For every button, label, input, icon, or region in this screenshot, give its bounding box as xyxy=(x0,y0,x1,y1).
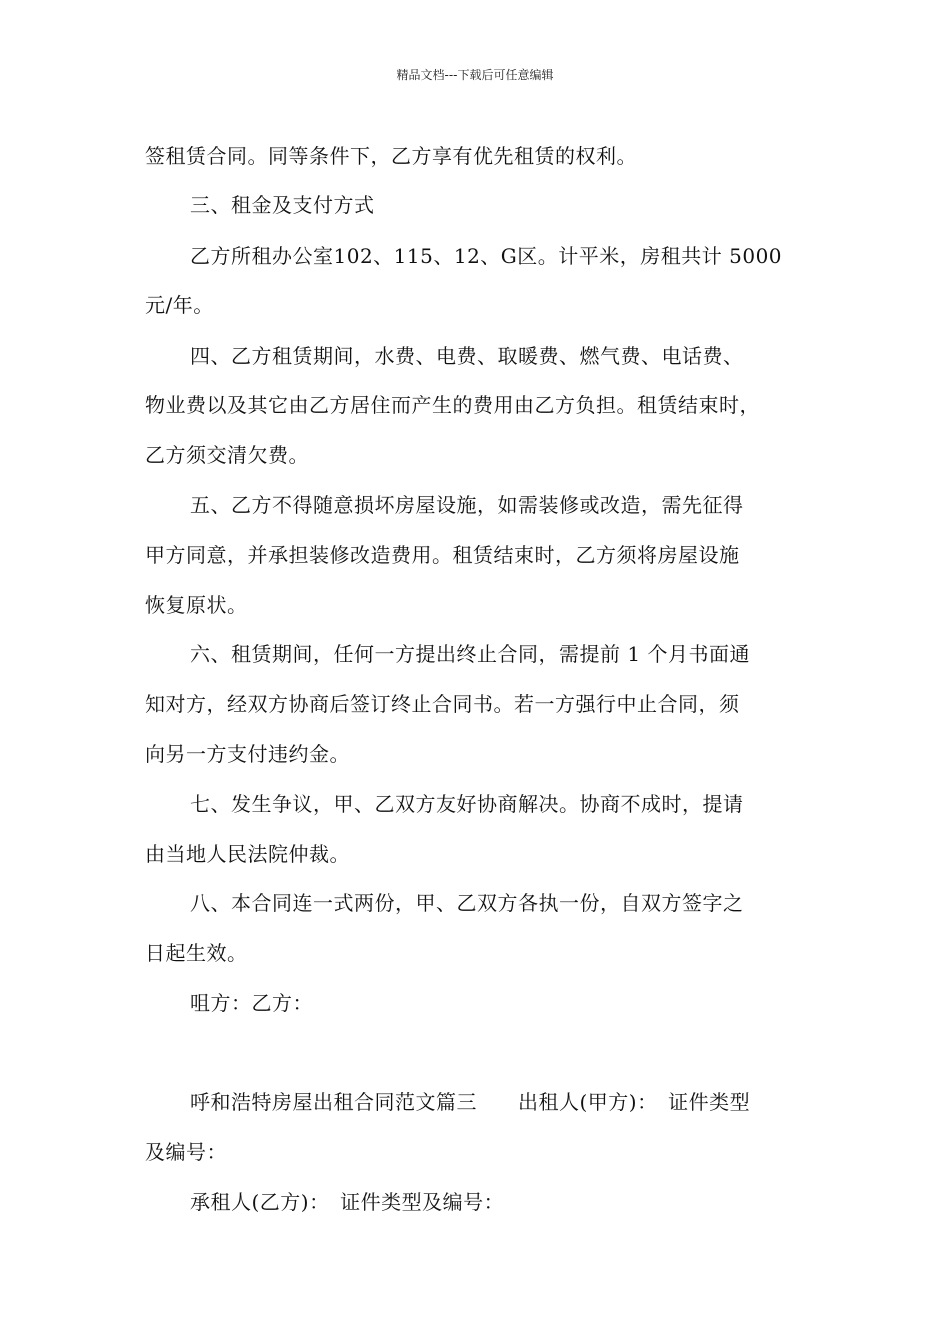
text-line: 物业费以及其它由乙方居住而产生的费用由乙方负担。租赁结束时， xyxy=(145,393,760,417)
text-line: 甲方同意，并承担装修改造费用。租赁结束时，乙方须将房屋设施 xyxy=(145,543,740,567)
text-line: 八、本合同连一式两份，甲、乙双方各执一份，自双方签字之 xyxy=(190,891,744,915)
text-line: 签租赁合同。同等条件下，乙方享有优先租赁的权利。 xyxy=(145,144,637,168)
text-line: 呼和浩特房屋出租合同范文篇三 出租人(甲方)： 证件类型 xyxy=(190,1090,751,1114)
text-line: 日起生效。 xyxy=(145,941,248,965)
text-line: 及编号： xyxy=(145,1140,227,1164)
page-header: 精品文档---下载后可任意编辑 xyxy=(396,68,554,82)
text-line: 乙方所租办公室102、115、12、G区。计平米，房租共计 5000 xyxy=(190,244,783,268)
section-heading: 三、租金及支付方式 xyxy=(190,193,375,217)
text-line: 恢复原状。 xyxy=(145,593,248,617)
text-line: 七、发生争议，甲、乙双方友好协商解决。协商不成时，提请 xyxy=(190,792,744,816)
text-line: 向另一方支付违约金。 xyxy=(145,742,350,766)
text-line: 承租人(乙方)： 证件类型及编号： xyxy=(190,1190,505,1214)
text-line: 五、乙方不得随意损坏房屋设施，如需装修或改造，需先征得 xyxy=(190,493,744,517)
text-line: 知对方，经双方协商后签订终止合同书。若一方强行中止合同，须 xyxy=(145,692,740,716)
text-line: 元/年。 xyxy=(145,293,214,317)
text-line: 由当地人民法院仲裁。 xyxy=(145,842,350,866)
text-line: 四、乙方租赁期间，水费、电费、取暖费、燃气费、电话费、 xyxy=(190,344,744,368)
text-line: 乙方须交清欠费。 xyxy=(145,443,309,467)
signature-line: 咀方：乙方： xyxy=(190,991,313,1015)
text-line: 六、租赁期间，任何一方提出终止合同，需提前 1 个月书面通 xyxy=(190,642,750,666)
